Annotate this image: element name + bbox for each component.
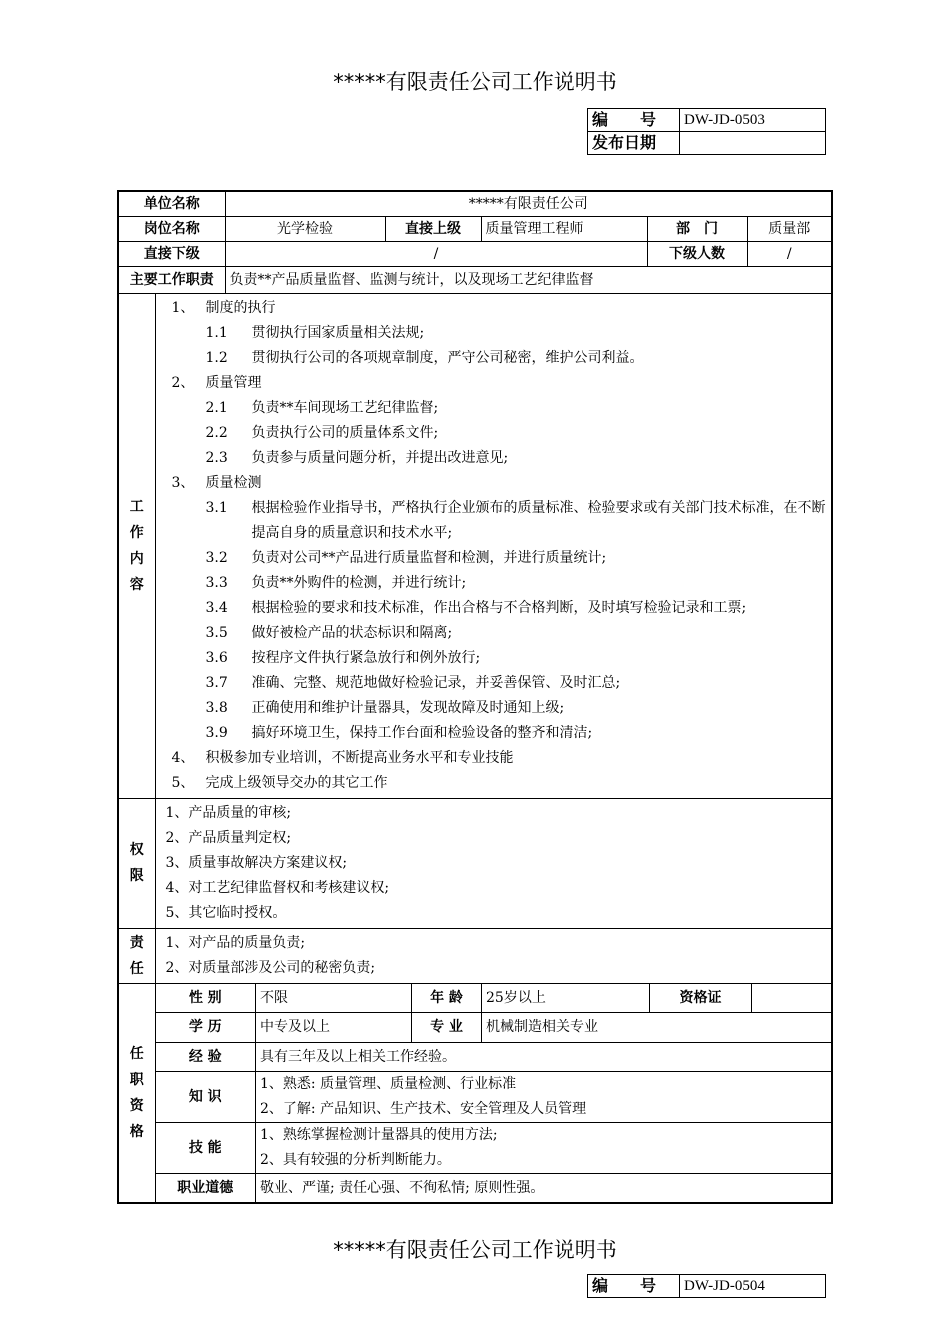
date-value (680, 132, 826, 155)
duty-value: 负责**产品质量监督、监测与统计，以及现场工艺纪律监督 (225, 266, 832, 293)
responsibility-item: 1、对产品的质量负责; (165, 934, 306, 951)
work-item: 3.5 做好被检产品的状态标识和隔离; (205, 624, 453, 641)
qualification-table (156, 984, 832, 1202)
work-item: 3.3 负责**外购件的检测，并进行统计; (205, 574, 467, 591)
authority-item: 3、质量事故解决方案建议权; (165, 854, 348, 871)
work-item: 3.4 根据检验的要求和技术标准，作出合格与不合格判断，及时填写检验记录和工票; (205, 599, 747, 616)
authority-item: 2、产品质量判定权; (165, 829, 292, 846)
work-item: 2.2 负责执行公司的质量体系文件; (205, 424, 439, 441)
cert-label: 资格证 (650, 984, 752, 1013)
qualification-label: 任职资格 (118, 983, 155, 1203)
dept-value: 质量部 (747, 216, 832, 241)
doc-meta-table (587, 108, 826, 155)
work-item: 2、 质量管理 (171, 374, 262, 391)
work-item: 3、 质量检测 (171, 474, 262, 491)
date-label: 发布日期 (588, 132, 680, 155)
edu-label: 学 历 (156, 1012, 256, 1042)
work-item: 2.1 负责**车间现场工艺纪律监督; (205, 399, 439, 416)
work-item: 1.2 贯彻执行公司的各项规章制度，严守公司秘密，维护公司利益。 (205, 349, 644, 366)
authority-item: 4、对工艺纪律监督权和考核建议权; (165, 879, 390, 896)
edu-value: 中专及以上 (256, 1012, 412, 1042)
work-item: 3.1 根据检验作业指导书，严格执行企业颁布的质量标准、检验要求或有关部门技术标准，在不断提高自身的质量意识和技术水平; (205, 499, 826, 541)
work-content (155, 293, 832, 798)
work-label: 工作内容 (118, 293, 155, 798)
dept-label: 部 门 (647, 216, 747, 241)
work-item: 4、 积极参加专业培训，不断提高业务水平和专业技能 (171, 749, 514, 766)
authority-item: 5、其它临时授权。 (165, 904, 287, 921)
gender-value: 不限 (256, 984, 412, 1013)
doc-title: *****有限责任公司工作说明书 (333, 70, 617, 94)
know-label: 知 识 (156, 1071, 256, 1122)
doc2-meta-table (587, 1274, 826, 1298)
major-value: 机械制造相关专业 (482, 1012, 832, 1042)
unit-label: 单位名称 (118, 191, 225, 216)
job-description-table (117, 190, 833, 1204)
cert-value (752, 984, 832, 1013)
age-value: 25岁以上 (482, 984, 650, 1013)
work-item: 3.9 搞好环境卫生，保持工作台面和检验设备的整齐和清洁; (205, 724, 593, 741)
code-label: 编 号 (588, 109, 680, 132)
authority-item: 1、产品质量的审核; (165, 804, 292, 821)
unit-value: *****有限责任公司 (225, 191, 832, 216)
responsibility-content (155, 928, 832, 983)
major-label: 专 业 (412, 1012, 482, 1042)
know-line: 1、熟悉: 质量管理、质量检测、行业标准 (260, 1075, 517, 1092)
position-value: 光学检验 (225, 216, 385, 241)
work-item: 3.6 按程序文件执行紧急放行和例外放行; (205, 649, 481, 666)
subordinate-value: / (225, 241, 647, 266)
doc2-code-value: DW-JD-0504 (680, 1275, 826, 1298)
doc2-title: *****有限责任公司工作说明书 (333, 1238, 617, 1262)
work-item: 1、 制度的执行 (171, 299, 276, 316)
exp-value: 具有三年及以上相关工作经验。 (256, 1042, 832, 1071)
know-line: 2、了解: 产品知识、生产技术、安全管理及人员管理 (260, 1100, 587, 1117)
work-item: 2.3 负责参与质量问题分析，并提出改进意见; (205, 449, 509, 466)
ethic-value: 敬业、严谨; 责任心强、不徇私情; 原则性强。 (256, 1173, 832, 1202)
skill-label: 技 能 (156, 1122, 256, 1173)
responsibility-label: 责任 (118, 928, 155, 983)
subordinate-label: 直接下级 (118, 241, 225, 266)
superior-label: 直接上级 (385, 216, 481, 241)
work-item: 1.1 贯彻执行国家质量相关法规; (205, 324, 425, 341)
doc2-code-label: 编 号 (588, 1275, 680, 1298)
skill-line: 2、具有较强的分析判断能力。 (260, 1151, 451, 1168)
sub-count-label: 下级人数 (647, 241, 747, 266)
gender-label: 性 别 (156, 984, 256, 1013)
position-label: 岗位名称 (118, 216, 225, 241)
superior-value: 质量管理工程师 (481, 216, 647, 241)
skill-line: 1、熟练掌握检测计量器具的使用方法; (260, 1126, 498, 1143)
duty-label: 主要工作职责 (118, 266, 225, 293)
work-item: 5、 完成上级领导交办的其它工作 (171, 774, 388, 791)
authority-content (155, 798, 832, 928)
sub-count-value: / (747, 241, 832, 266)
age-label: 年 龄 (412, 984, 482, 1013)
code-value: DW-JD-0503 (680, 109, 826, 132)
authority-label: 权限 (118, 798, 155, 928)
responsibility-item: 2、对质量部涉及公司的秘密负责; (165, 959, 376, 976)
exp-label: 经 验 (156, 1042, 256, 1071)
work-item: 3.7 准确、完整、规范地做好检验记录，并妥善保管、及时汇总; (205, 674, 621, 691)
work-item: 3.2 负责对公司**产品进行质量监督和检测，并进行质量统计; (205, 549, 607, 566)
ethic-label: 职业道德 (156, 1173, 256, 1202)
work-item: 3.8 正确使用和维护计量器具，发现故障及时通知上级; (205, 699, 565, 716)
